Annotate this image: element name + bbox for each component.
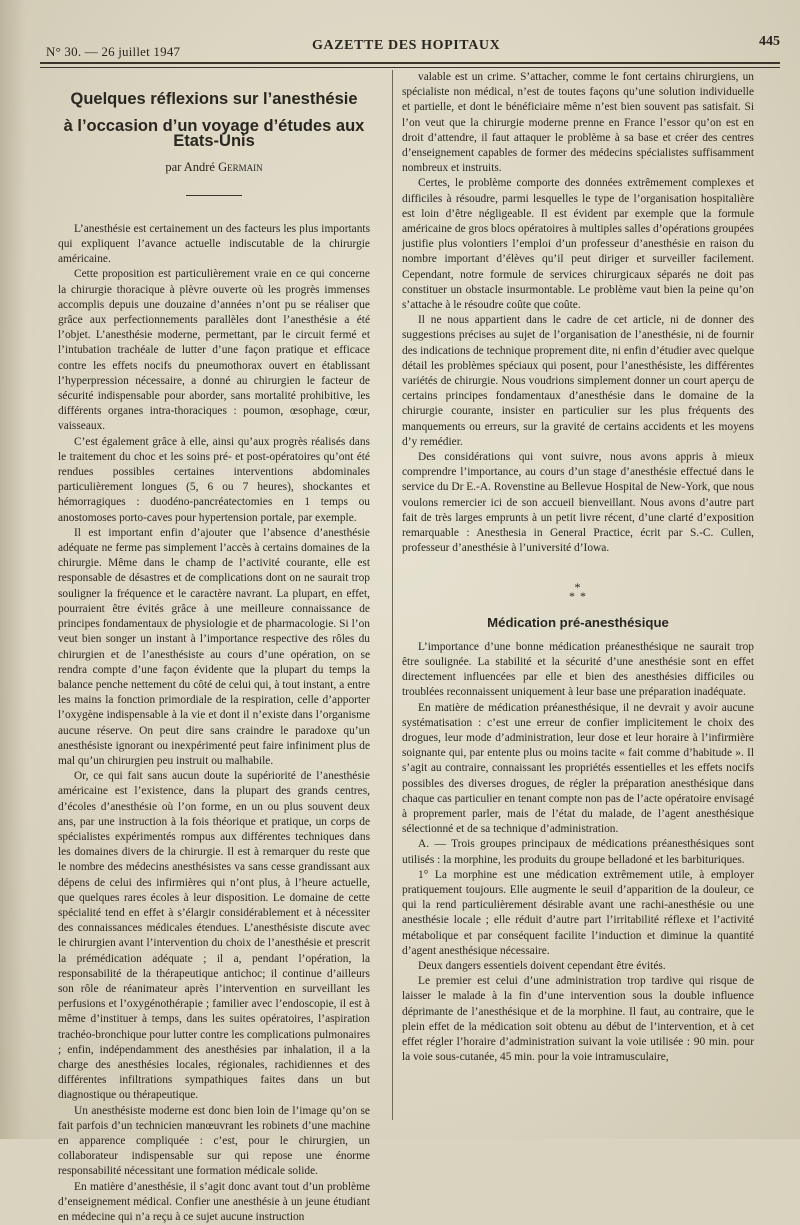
paragraph: En matière de médication préanesthésique, il ne devrait y avoir aucune systématisation : c’est une erreur de confier implicitement le choix des drogues, leur mode d’administration, leur dose et leur horaire à l’infirmière soignante qui, par entente plus ou moins tacite « fait comme d’habitude ». Il s’agit au contraire, connaissant les propriétés essentielles et les effets nocifs possibles des diverses drogues, de régler la préparation anesthésique dans chaque cas particulier en tenant compte non pas de l’acte opératoire envisagé à proprement parler, mais de l’état du malade, de l’agent anesthésique sélectionné et de sa technique d’administration.: [402, 701, 754, 836]
paragraph: Deux dangers essentiels doivent cependant être évités.: [418, 959, 666, 972]
author-name: Germain: [218, 159, 263, 174]
paragraph: En matière d’anesthésie, il s’agit donc avant tout d’un problème d’enseignement médical. Confier une anesthésie à un jeune étudiant en médecine qui n’a reçu à ce sujet aucune instruction: [58, 1180, 370, 1224]
left-body: [58, 222, 370, 1225]
page-edge-shadow: [0, 0, 26, 1139]
paragraph: Le premier est celui d’une administration trop tardive qui risque de laisser le malade à la fin d’une intervention sous la double influence déprimante de l’anesthésique et de la morphine. Il faut, au contraire, que le plein effet de la médication soit obtenu au début de l’intervention, et à cet effet régler l’horaire d’administration suivant la voie utilisée : 90 min. pour la voie sous-cutanée, 45 min. pour la voie intramusculaire,: [402, 975, 754, 1064]
article-title-line2: à l’occasion d’un voyage d’études aux Etats-Unis: [63, 117, 365, 151]
paragraph: Or, ce qui fait sans aucun doute la supériorité de l’anesthésie américaine est l’existence, dans la plupart des grands centres, d’écoles d’anesthésie où l’on forme, en un ou plus souvent deux ans, par une instruction à la fois théorique et pratique, un corps de spécialistes expérimentés rompus aux différentes techniques dans les domaines divers de la chirurgie. Il est à remarquer du reste que le nombre des médecins anesthésistes va sans cesse grandissant aux dépens de celui des infirmières qui n’ont plus, à l’heure actuelle, que quelques rares écoles à leur disposition. Le domaine de cette spécialité tend en effet à s’élargir considérablement et à nécessiter des connaissances médicales étendues. L’anesthésiste discute avec le chirurgien avant l’intervention du choix de l’anesthésie et prescrit la prémédication adéquate ; il a, pendant l’opération, la responsabilité de la thérapeutique antichoc; il continue d’ailleurs son rôle de réanimateur après l’intervention en surveillant les perfusions et l’oxygénothérapie ; familier avec l’endoscopie, il est à même d’instituer à temps, dans les suites opératoires, l’aspiration trachéo-bronchique pour lutter contre les complications pulmonaires ; enfin, indépendamment des anesthésies par inhalation, il a la charge des anesthésies locales, régionales, rachidiennes et des différentes infiltrations sympathiques faites dans un but diagnostique ou thérapeutique.: [58, 770, 370, 1102]
paragraph: Certes, le problème comporte des données extrêmement complexes et difficiles à résoudre, parmi lesquelles le type de l’organisation hospitalière est loin d’être négligeable. Il est évident par exemple que la formule américaine de gros blocs opératoires à multiples salles d’opérations groupées justifie plus volontiers l’emploi d’un professeur d’anesthésie en raison du nombre important d’élèves qu’il peut diriger et surveiller facilement. Cependant, notre formule de services chirurgicaux séparés ne doit pas constituer un obstacle insurmontable. Le problème vaut bien la peine qu’on s’attache à le résoudre coûte que coûte.: [402, 177, 754, 312]
column-divider: [392, 70, 393, 1120]
section-separator: * * *: [569, 579, 587, 603]
issue-date: N° 30. — 26 juillet 1947: [46, 44, 181, 59]
header-rule-thin: [40, 67, 780, 68]
right-column: [402, 70, 754, 1065]
journal-title: GAZETTE DES HOPITAUX: [312, 38, 501, 53]
paragraph: Un anesthésiste moderne est donc bien loin de l’image qu’on se fait parfois d’un technicien manœuvrant les robinets d’une machine en apparence compliquée : c’est, pour le chirurgien, un collaborateur indispensable sur qui repose une énorme responsabilité nécessitant une formation médicale solide.: [58, 1104, 370, 1178]
paragraph: C’est également grâce à elle, ainsi qu’aux progrès réalisés dans le traitement du choc et les soins pré- et post-opératoires qu’ont été rendues possibles certaines interventions abdominales particulièrement longues (5, 6 ou 7 heures), shockantes et hémorragiques : duodéno-pancréatectomies en 1 temps ou anostomoses porto-caves pour hypertension portale, par exemple.: [58, 435, 370, 524]
paragraph: Cette proposition est particulièrement vraie en ce qui concerne la chirurgie thoracique à plèvre ouverte où les progrès immenses accomplis depuis une douzaine d’années n’ont pu se réaliser que grâce aux perfectionnements parallèles dont l’anesthésie a été l’objet. L’anesthésie moderne, permettant, par le circuit fermé et l’intubation trachéale de lutter d’une façon pratique et efficace contre les effets nocifs du pneumothorax ouvert en établissant l’hyperpression nécessaire, a donné au chirurgien le facteur de sécurité indispensable pour aborder, sans mortalité prohibitive, les différents organes intra-thoraciques : poumon, œsophage, cœur, vaisseaux.: [58, 268, 370, 433]
paragraph: valable est un crime. S’attacher, comme le font certains chirurgiens, un spécialiste non médical, n’est de toutes façons qu’une solution individuelle et partielle, et dont le bénéficiaire même n’est bien souvent pas satisfait. Si l’on veut que la chirurgie moderne prenne en France l’essor qu’on est en droit d’attendre, il faut attaquer le problème à sa base et créer des centres d’enseignement capables de former des médecins spécialistes suffisamment nombreux et instruits.: [402, 71, 754, 175]
article-title-line1: Quelques réflexions sur l’anesthésie: [70, 90, 358, 108]
paragraph: Il ne nous appartient dans le cadre de cet article, ni de donner des suggestions précises au sujet de l’organisation de l’anesthésie, ni de fournir des indications de technique proprement dite, ni enfin d’étudier avec quelque détail les problèmes spéciaux qui posent, pour l’anesthésiste, les différentes variétés de chirurgie. Nous voudrions simplement donner un court aperçu de certains principes fondamentaux d’anesthésie dans le domaine de la chirurgie courante, insister en particulier sur les plus fréquents des manquements ou erreurs, sur la gravité de certains accidents et les moyens d’y remédier.: [402, 314, 754, 448]
title-rule: [186, 195, 242, 196]
paragraph: 1° La morphine est une médication extrêmement utile, à employer pratiquement toujours. Elle augmente le seuil d’apparition de la douleur, ce qui la rend particulièrement désirable avant une rachi-anesthésie ou une anesthésie locale ; elle réduit d’autre part l’irritabilité réflexe et l’activité métabolique et par conséquent facilite l’induction et diminue la quantité d’agent anesthésique nécessaire.: [402, 868, 754, 957]
running-header: [40, 36, 780, 64]
paragraph: L’importance d’une bonne médication préanesthésique ne saurait trop être soulignée. La stabilité et la sécurité d’une anesthésie sont en effet directement influencées par elle et bien des anesthésies difficiles ou troublées reconnaissent uniquement à leur base une préparation inadéquate.: [402, 640, 754, 699]
paragraph: L’anesthésie est certainement un des facteurs les plus importants qui expliquent l’avance actuelle indiscutable de la chirurgie américaine.: [58, 222, 370, 266]
header-rule-thick: [40, 62, 780, 64]
paragraph: A. — Trois groupes principaux de médications préanesthésiques sont utilisés : la morphine, les produits du groupe belladoné et les barbituriques.: [402, 838, 754, 866]
byline-prefix: par André: [165, 159, 219, 174]
section-body: [402, 640, 754, 1066]
right-body: [402, 70, 754, 557]
left-column: [58, 78, 370, 1225]
paragraph: Il est important enfin d’ajouter que l’absence d’anesthésie adéquate ne ferme pas simplement l’accès à certains domaines de la chirurgie. Même dans le champ de l’activité courante, elle est responsable de désastres et de complications dont on ne saurait trop souligner la fréquence et le caractère navrant. La plupart, en effet, pourraient être évités grâce à une meilleure connaissance de principes fondamentaux de physiologie et de pharmacologie. Si l’on veut bien songer un instant à l’importance respective des rôles du chirurgien et de l’anesthésiste au cours d’une opération, on se rendra compte d’une façon évidente que la plupart du temps la balance penche nettement du côté de celui qui, à tout instant, a entre les mains la fonction primordiale de la respiration, celle d’apporter l’oxygène indispensable à la vie et dont il n’existe dans l’organisme aucune réserve. On peut dire sans craindre le paradoxe qu’un anesthésiste ignorant ou inexpérimenté peut faire infiniment plus de mal qu’un chirurgien peu instruit ou malhabile.: [58, 526, 370, 767]
byline: [58, 160, 370, 175]
paragraph: Des considérations qui vont suivre, nous avons appris à mieux comprendre l’importance, au cours d’un stage d’anesthésie effectué dans le service du Dr E.-A. Rovenstine au Bellevue Hospital de New-York, que nous voulons remercier ici de son accueil bienveillant. Nous avons d’autre part fait de très larges emprunts à un petit livre récent, d’une clarté d’exposition remarquable : Anesthesia in General Practice, écrit par S.-C. Cullen, professeur d’anesthésie à l’université d’Iowa.: [402, 451, 754, 555]
page-number: 445: [759, 34, 780, 49]
section-title: Médication pré-anesthésique: [487, 614, 669, 630]
